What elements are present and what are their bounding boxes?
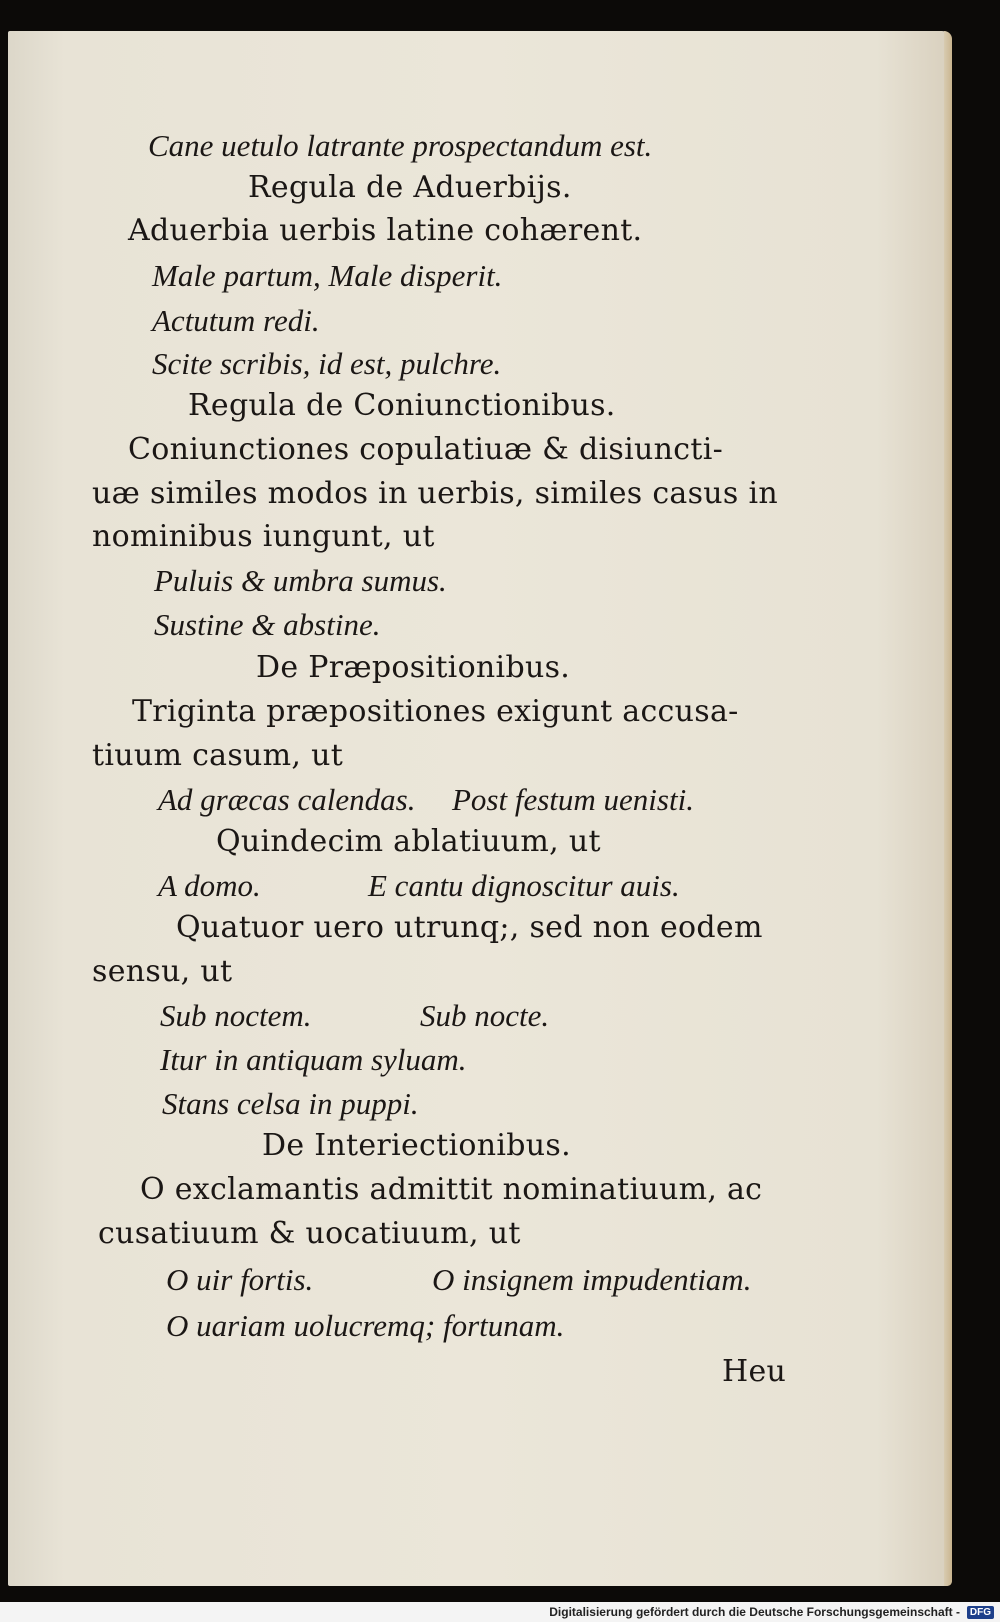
- text-line: O exclamantis admittit nominatiuum, ac: [140, 1172, 763, 1207]
- text-line: nominibus iungunt, ut: [92, 519, 435, 554]
- text-line: Itur in antiquam syluam.: [160, 1042, 467, 1077]
- text-line: Aduerbia uerbis latine cohærent.: [128, 213, 643, 248]
- page-edge: [944, 31, 952, 1586]
- text-line: Post festum uenisti.: [452, 782, 694, 817]
- text-line: Male partum, Male disperit.: [152, 258, 503, 293]
- funding-credit: Digitalisierung gefördert durch die Deutsche Forschungsgemeinschaft -: [549, 1605, 960, 1619]
- text-line: O uir fortis.: [166, 1262, 314, 1297]
- digitization-footer: [0, 1602, 1000, 1622]
- text-line: O insignem impudentiam.: [432, 1262, 752, 1297]
- text-line: Cane uetulo latrante prospectandum est.: [148, 128, 653, 163]
- text-line: Quatuor uero utrunq;, sed non eodem: [176, 910, 763, 945]
- text-line: tiuum casum, ut: [92, 738, 344, 773]
- dfg-logo: DFG: [967, 1606, 994, 1619]
- text-line: Sustine & abstine.: [154, 607, 381, 642]
- catchword: Heu: [722, 1354, 787, 1389]
- text-line: Ad græcas calendas.: [158, 782, 416, 817]
- text-line: Puluis & umbra sumus.: [154, 563, 447, 598]
- text-line: uæ similes modos in uerbis, similes casus in: [92, 476, 778, 511]
- text-line: Sub nocte.: [420, 998, 550, 1033]
- section-heading: De Præpositionibus.: [256, 650, 571, 685]
- text-line: cusatiuum & uocatiuum, ut: [98, 1216, 521, 1251]
- text-line: Coniunctiones copulatiuæ & disiuncti-: [128, 432, 724, 467]
- text-line: Sub noctem.: [160, 998, 312, 1033]
- text-line: Triginta præpositiones exigunt accusa-: [132, 694, 739, 729]
- section-heading: Regula de Aduerbijs.: [248, 170, 572, 205]
- text-line: O uariam uolucremq; fortunam.: [166, 1308, 565, 1343]
- section-heading: De Interiectionibus.: [262, 1128, 571, 1163]
- text-line: Quindecim ablatiuum, ut: [216, 824, 601, 859]
- section-heading: Regula de Coniunctionibus.: [188, 388, 616, 423]
- text-line: E cantu dignoscitur auis.: [368, 868, 680, 903]
- text-line: Scite scribis, id est, pulchre.: [152, 346, 502, 381]
- text-line: Stans celsa in puppi.: [162, 1086, 419, 1121]
- text-line: sensu, ut: [92, 954, 233, 989]
- text-line: Actutum redi.: [152, 303, 320, 338]
- text-line: A domo.: [158, 868, 261, 903]
